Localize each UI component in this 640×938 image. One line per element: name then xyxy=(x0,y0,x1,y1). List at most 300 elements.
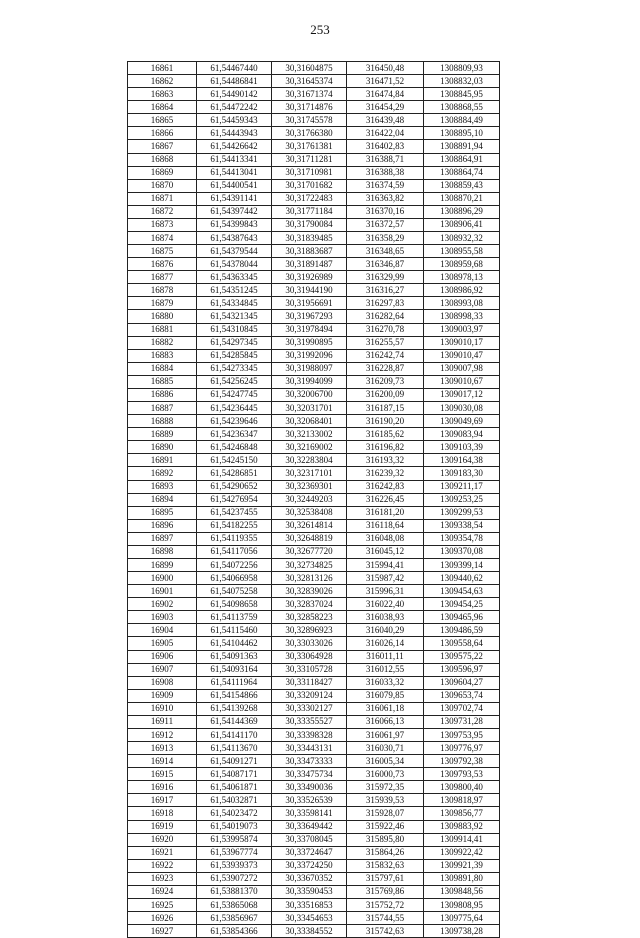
latitude-cell: 61,54443943 xyxy=(197,127,272,140)
latitude-cell: 61,54459343 xyxy=(197,114,272,127)
y-coordinate-cell: 1309454,25 xyxy=(424,598,500,611)
longitude-cell: 30,33526539 xyxy=(272,794,347,807)
longitude-cell: 30,31956691 xyxy=(272,297,347,310)
table-row xyxy=(128,885,500,898)
point-number-cell: 16865 xyxy=(128,114,197,127)
x-coordinate-cell: 316012,55 xyxy=(347,663,424,676)
longitude-cell: 30,33398328 xyxy=(272,728,347,741)
x-coordinate-cell: 315972,35 xyxy=(347,781,424,794)
latitude-cell: 61,54391141 xyxy=(197,192,272,205)
longitude-cell: 30,33473333 xyxy=(272,755,347,768)
latitude-cell: 61,54061871 xyxy=(197,781,272,794)
latitude-cell: 61,54246848 xyxy=(197,441,272,454)
point-number-cell: 16873 xyxy=(128,218,197,231)
table-row xyxy=(128,127,500,140)
table-row xyxy=(128,532,500,545)
table-row xyxy=(128,506,500,519)
latitude-cell: 61,54276954 xyxy=(197,493,272,506)
x-coordinate-cell: 316282,64 xyxy=(347,310,424,323)
table-row xyxy=(128,467,500,480)
longitude-cell: 30,33302127 xyxy=(272,702,347,715)
page-number: 253 xyxy=(310,22,330,37)
latitude-cell: 61,54256245 xyxy=(197,375,272,388)
latitude-cell: 61,54072256 xyxy=(197,558,272,571)
latitude-cell: 61,54139268 xyxy=(197,702,272,715)
point-number-cell: 16906 xyxy=(128,650,197,663)
longitude-cell: 30,31967293 xyxy=(272,310,347,323)
longitude-cell: 30,33598141 xyxy=(272,807,347,820)
y-coordinate-cell: 1308932,32 xyxy=(424,232,500,245)
point-number-cell: 16903 xyxy=(128,611,197,624)
latitude-cell: 61,53967774 xyxy=(197,846,272,859)
x-coordinate-cell: 315996,31 xyxy=(347,585,424,598)
point-number-cell: 16919 xyxy=(128,820,197,833)
point-number-cell: 16910 xyxy=(128,702,197,715)
y-coordinate-cell: 1309299,53 xyxy=(424,506,500,519)
table-row xyxy=(128,192,500,205)
latitude-cell: 61,54093164 xyxy=(197,663,272,676)
x-coordinate-cell: 316181,20 xyxy=(347,506,424,519)
longitude-cell: 30,33118427 xyxy=(272,676,347,689)
y-coordinate-cell: 1309883,92 xyxy=(424,820,500,833)
x-coordinate-cell: 315994,41 xyxy=(347,558,424,571)
x-coordinate-cell: 316422,04 xyxy=(347,127,424,140)
longitude-cell: 30,31944190 xyxy=(272,284,347,297)
longitude-cell: 30,32169002 xyxy=(272,441,347,454)
latitude-cell: 61,54297345 xyxy=(197,336,272,349)
latitude-cell: 61,54182255 xyxy=(197,519,272,532)
y-coordinate-cell: 1308870,21 xyxy=(424,192,500,205)
latitude-cell: 61,54239646 xyxy=(197,415,272,428)
longitude-cell: 30,31645374 xyxy=(272,75,347,88)
table-row xyxy=(128,349,500,362)
longitude-cell: 30,31883687 xyxy=(272,245,347,258)
y-coordinate-cell: 1309253,25 xyxy=(424,493,500,506)
table-row xyxy=(128,611,500,624)
x-coordinate-cell: 315797,61 xyxy=(347,872,424,885)
longitude-cell: 30,32896923 xyxy=(272,624,347,637)
table-row xyxy=(128,519,500,532)
point-number-cell: 16915 xyxy=(128,768,197,781)
y-coordinate-cell: 1309848,56 xyxy=(424,885,500,898)
x-coordinate-cell: 316228,87 xyxy=(347,362,424,375)
longitude-cell: 30,31671374 xyxy=(272,88,347,101)
table-row xyxy=(128,441,500,454)
longitude-cell: 30,31978494 xyxy=(272,323,347,336)
latitude-cell: 61,54091363 xyxy=(197,650,272,663)
y-coordinate-cell: 1309017,12 xyxy=(424,388,500,401)
latitude-cell: 61,54387643 xyxy=(197,232,272,245)
point-number-cell: 16861 xyxy=(128,62,197,75)
point-number-cell: 16879 xyxy=(128,297,197,310)
table-row xyxy=(128,245,500,258)
y-coordinate-cell: 1309891,80 xyxy=(424,872,500,885)
x-coordinate-cell: 315864,26 xyxy=(347,846,424,859)
latitude-cell: 61,54144369 xyxy=(197,715,272,728)
latitude-cell: 61,54413341 xyxy=(197,153,272,166)
point-number-cell: 16869 xyxy=(128,166,197,179)
x-coordinate-cell: 316026,14 xyxy=(347,637,424,650)
point-number-cell: 16921 xyxy=(128,846,197,859)
latitude-cell: 61,54066958 xyxy=(197,572,272,585)
x-coordinate-cell: 316388,38 xyxy=(347,166,424,179)
point-number-cell: 16877 xyxy=(128,271,197,284)
point-number-cell: 16878 xyxy=(128,284,197,297)
table-row xyxy=(128,676,500,689)
x-coordinate-cell: 315928,07 xyxy=(347,807,424,820)
point-number-cell: 16885 xyxy=(128,375,197,388)
x-coordinate-cell: 316370,16 xyxy=(347,205,424,218)
point-number-cell: 16914 xyxy=(128,755,197,768)
x-coordinate-cell: 315832,63 xyxy=(347,859,424,872)
x-coordinate-cell: 316030,71 xyxy=(347,742,424,755)
point-number-cell: 16922 xyxy=(128,859,197,872)
point-number-cell: 16923 xyxy=(128,872,197,885)
x-coordinate-cell: 316022,40 xyxy=(347,598,424,611)
x-coordinate-cell: 316474,84 xyxy=(347,88,424,101)
table-row xyxy=(128,88,500,101)
longitude-cell: 30,32068401 xyxy=(272,415,347,428)
longitude-cell: 30,33033026 xyxy=(272,637,347,650)
longitude-cell: 30,32839026 xyxy=(272,585,347,598)
table-row xyxy=(128,755,500,768)
y-coordinate-cell: 1309486,59 xyxy=(424,624,500,637)
x-coordinate-cell: 316454,29 xyxy=(347,101,424,114)
longitude-cell: 30,31745578 xyxy=(272,114,347,127)
y-coordinate-cell: 1309338,54 xyxy=(424,519,500,532)
x-coordinate-cell: 316200,09 xyxy=(347,388,424,401)
point-number-cell: 16889 xyxy=(128,428,197,441)
longitude-cell: 30,33516853 xyxy=(272,899,347,912)
longitude-cell: 30,33649442 xyxy=(272,820,347,833)
longitude-cell: 30,33724647 xyxy=(272,846,347,859)
table-row xyxy=(128,297,500,310)
point-number-cell: 16905 xyxy=(128,637,197,650)
y-coordinate-cell: 1308895,10 xyxy=(424,127,500,140)
y-coordinate-cell: 1309653,74 xyxy=(424,689,500,702)
point-number-cell: 16883 xyxy=(128,349,197,362)
point-number-cell: 16897 xyxy=(128,532,197,545)
y-coordinate-cell: 1309596,97 xyxy=(424,663,500,676)
table-row xyxy=(128,166,500,179)
latitude-cell: 61,54236347 xyxy=(197,428,272,441)
latitude-cell: 61,54334845 xyxy=(197,297,272,310)
longitude-cell: 30,31992096 xyxy=(272,349,347,362)
y-coordinate-cell: 1309800,40 xyxy=(424,781,500,794)
table-row xyxy=(128,859,500,872)
y-coordinate-cell: 1309354,78 xyxy=(424,532,500,545)
longitude-cell: 30,31604875 xyxy=(272,62,347,75)
table-row xyxy=(128,663,500,676)
x-coordinate-cell: 315769,86 xyxy=(347,885,424,898)
latitude-cell: 61,54032871 xyxy=(197,794,272,807)
longitude-cell: 30,31988097 xyxy=(272,362,347,375)
table-row xyxy=(128,794,500,807)
point-number-cell: 16916 xyxy=(128,781,197,794)
longitude-cell: 30,33443131 xyxy=(272,742,347,755)
y-coordinate-cell: 1308955,58 xyxy=(424,245,500,258)
longitude-cell: 30,32614814 xyxy=(272,519,347,532)
y-coordinate-cell: 1308864,74 xyxy=(424,166,500,179)
x-coordinate-cell: 316066,13 xyxy=(347,715,424,728)
latitude-cell: 61,54154866 xyxy=(197,689,272,702)
latitude-cell: 61,54117056 xyxy=(197,545,272,558)
longitude-cell: 30,32006700 xyxy=(272,388,347,401)
y-coordinate-cell: 1308809,93 xyxy=(424,62,500,75)
y-coordinate-cell: 1309818,97 xyxy=(424,794,500,807)
y-coordinate-cell: 1309010,47 xyxy=(424,349,500,362)
x-coordinate-cell: 316242,74 xyxy=(347,349,424,362)
point-number-cell: 16917 xyxy=(128,794,197,807)
latitude-cell: 61,54363345 xyxy=(197,271,272,284)
table-row xyxy=(128,101,500,114)
latitude-cell: 61,54467440 xyxy=(197,62,272,75)
longitude-cell: 30,32538408 xyxy=(272,506,347,519)
x-coordinate-cell: 316000,73 xyxy=(347,768,424,781)
point-number-cell: 16893 xyxy=(128,480,197,493)
point-number-cell: 16867 xyxy=(128,140,197,153)
x-coordinate-cell: 315922,46 xyxy=(347,820,424,833)
x-coordinate-cell: 316033,32 xyxy=(347,676,424,689)
x-coordinate-cell: 316363,82 xyxy=(347,192,424,205)
latitude-cell: 61,54113759 xyxy=(197,611,272,624)
longitude-cell: 30,31891487 xyxy=(272,258,347,271)
y-coordinate-cell: 1309003,97 xyxy=(424,323,500,336)
latitude-cell: 61,53865068 xyxy=(197,899,272,912)
y-coordinate-cell: 1309370,08 xyxy=(424,545,500,558)
table-row xyxy=(128,598,500,611)
table-row xyxy=(128,336,500,349)
latitude-cell: 61,54400541 xyxy=(197,179,272,192)
x-coordinate-cell: 316011,11 xyxy=(347,650,424,663)
table-row xyxy=(128,715,500,728)
x-coordinate-cell: 316061,97 xyxy=(347,728,424,741)
longitude-cell: 30,31994099 xyxy=(272,375,347,388)
latitude-cell: 61,54075258 xyxy=(197,585,272,598)
point-number-cell: 16908 xyxy=(128,676,197,689)
table-row xyxy=(128,271,500,284)
table-row xyxy=(128,140,500,153)
latitude-cell: 61,54399843 xyxy=(197,218,272,231)
y-coordinate-cell: 1309575,22 xyxy=(424,650,500,663)
latitude-cell: 61,54237455 xyxy=(197,506,272,519)
point-number-cell: 16882 xyxy=(128,336,197,349)
point-number-cell: 16911 xyxy=(128,715,197,728)
latitude-cell: 61,54351245 xyxy=(197,284,272,297)
y-coordinate-cell: 1309776,97 xyxy=(424,742,500,755)
x-coordinate-cell: 316242,83 xyxy=(347,480,424,493)
point-number-cell: 16871 xyxy=(128,192,197,205)
y-coordinate-cell: 1309030,08 xyxy=(424,402,500,415)
y-coordinate-cell: 1309775,64 xyxy=(424,912,500,925)
point-number-cell: 16881 xyxy=(128,323,197,336)
point-number-cell: 16907 xyxy=(128,663,197,676)
table-row xyxy=(128,899,500,912)
x-coordinate-cell: 316190,20 xyxy=(347,415,424,428)
latitude-cell: 61,54286851 xyxy=(197,467,272,480)
latitude-cell: 61,54321345 xyxy=(197,310,272,323)
table-row xyxy=(128,362,500,375)
longitude-cell: 30,33454653 xyxy=(272,912,347,925)
y-coordinate-cell: 1309183,30 xyxy=(424,467,500,480)
point-number-cell: 16894 xyxy=(128,493,197,506)
table-row xyxy=(128,153,500,166)
x-coordinate-cell: 316255,57 xyxy=(347,336,424,349)
y-coordinate-cell: 1309731,28 xyxy=(424,715,500,728)
table-row xyxy=(128,388,500,401)
latitude-cell: 61,54379544 xyxy=(197,245,272,258)
table-row xyxy=(128,624,500,637)
y-coordinate-cell: 1308845,95 xyxy=(424,88,500,101)
longitude-cell: 30,32283804 xyxy=(272,454,347,467)
latitude-cell: 61,54290652 xyxy=(197,480,272,493)
y-coordinate-cell: 1309049,69 xyxy=(424,415,500,428)
latitude-cell: 61,54119355 xyxy=(197,532,272,545)
point-number-cell: 16870 xyxy=(128,179,197,192)
x-coordinate-cell: 316329,99 xyxy=(347,271,424,284)
y-coordinate-cell: 1309604,27 xyxy=(424,676,500,689)
y-coordinate-cell: 1309856,77 xyxy=(424,807,500,820)
y-coordinate-cell: 1308978,13 xyxy=(424,271,500,284)
table-row xyxy=(128,650,500,663)
x-coordinate-cell: 316045,12 xyxy=(347,545,424,558)
latitude-cell: 61,53995874 xyxy=(197,833,272,846)
table-row xyxy=(128,402,500,415)
y-coordinate-cell: 1309921,39 xyxy=(424,859,500,872)
x-coordinate-cell: 316348,65 xyxy=(347,245,424,258)
point-number-cell: 16913 xyxy=(128,742,197,755)
x-coordinate-cell: 316346,87 xyxy=(347,258,424,271)
x-coordinate-cell: 316372,57 xyxy=(347,218,424,231)
latitude-cell: 61,54472242 xyxy=(197,101,272,114)
longitude-cell: 30,31722483 xyxy=(272,192,347,205)
y-coordinate-cell: 1309702,74 xyxy=(424,702,500,715)
point-number-cell: 16864 xyxy=(128,101,197,114)
point-number-cell: 16887 xyxy=(128,402,197,415)
table-row xyxy=(128,323,500,336)
y-coordinate-cell: 1309753,95 xyxy=(424,728,500,741)
point-number-cell: 16891 xyxy=(128,454,197,467)
table-row xyxy=(128,258,500,271)
table-row xyxy=(128,912,500,925)
longitude-cell: 30,33384552 xyxy=(272,925,347,938)
latitude-cell: 61,53881370 xyxy=(197,885,272,898)
point-number-cell: 16876 xyxy=(128,258,197,271)
point-number-cell: 16909 xyxy=(128,689,197,702)
point-number-cell: 16899 xyxy=(128,558,197,571)
latitude-cell: 61,54397442 xyxy=(197,205,272,218)
x-coordinate-cell: 316005,34 xyxy=(347,755,424,768)
table-row xyxy=(128,728,500,741)
point-number-cell: 16902 xyxy=(128,598,197,611)
latitude-cell: 61,54490142 xyxy=(197,88,272,101)
latitude-cell: 61,54310845 xyxy=(197,323,272,336)
x-coordinate-cell: 316040,29 xyxy=(347,624,424,637)
x-coordinate-cell: 316038,93 xyxy=(347,611,424,624)
longitude-cell: 30,32317101 xyxy=(272,467,347,480)
y-coordinate-cell: 1309793,53 xyxy=(424,768,500,781)
point-number-cell: 16927 xyxy=(128,925,197,938)
x-coordinate-cell: 316193,32 xyxy=(347,454,424,467)
point-number-cell: 16924 xyxy=(128,885,197,898)
latitude-cell: 61,54111964 xyxy=(197,676,272,689)
latitude-cell: 61,54236445 xyxy=(197,402,272,415)
longitude-cell: 30,31766380 xyxy=(272,127,347,140)
point-number-cell: 16900 xyxy=(128,572,197,585)
table-row xyxy=(128,310,500,323)
latitude-cell: 61,54426642 xyxy=(197,140,272,153)
table-row xyxy=(128,820,500,833)
table-row xyxy=(128,232,500,245)
x-coordinate-cell: 316388,71 xyxy=(347,153,424,166)
table-row xyxy=(128,781,500,794)
longitude-cell: 30,31771184 xyxy=(272,205,347,218)
longitude-cell: 30,32449203 xyxy=(272,493,347,506)
point-number-cell: 16925 xyxy=(128,899,197,912)
longitude-cell: 30,32734825 xyxy=(272,558,347,571)
longitude-cell: 30,31790084 xyxy=(272,218,347,231)
point-number-cell: 16868 xyxy=(128,153,197,166)
x-coordinate-cell: 316118,64 xyxy=(347,519,424,532)
y-coordinate-cell: 1309010,67 xyxy=(424,375,500,388)
point-number-cell: 16890 xyxy=(128,441,197,454)
y-coordinate-cell: 1309010,17 xyxy=(424,336,500,349)
y-coordinate-cell: 1308993,08 xyxy=(424,297,500,310)
table-row xyxy=(128,375,500,388)
table-row xyxy=(128,62,500,75)
y-coordinate-cell: 1308832,03 xyxy=(424,75,500,88)
x-coordinate-cell: 316239,32 xyxy=(347,467,424,480)
latitude-cell: 61,54115460 xyxy=(197,624,272,637)
latitude-cell: 61,54378044 xyxy=(197,258,272,271)
x-coordinate-cell: 316471,52 xyxy=(347,75,424,88)
table-row xyxy=(128,454,500,467)
y-coordinate-cell: 1309738,28 xyxy=(424,925,500,938)
y-coordinate-cell: 1309914,41 xyxy=(424,833,500,846)
table-row xyxy=(128,284,500,297)
latitude-cell: 61,53854366 xyxy=(197,925,272,938)
y-coordinate-cell: 1309792,38 xyxy=(424,755,500,768)
x-coordinate-cell: 316316,27 xyxy=(347,284,424,297)
longitude-cell: 30,32858223 xyxy=(272,611,347,624)
latitude-cell: 61,54486841 xyxy=(197,75,272,88)
latitude-cell: 61,54087171 xyxy=(197,768,272,781)
y-coordinate-cell: 1309164,38 xyxy=(424,454,500,467)
x-coordinate-cell: 316358,29 xyxy=(347,232,424,245)
x-coordinate-cell: 315939,53 xyxy=(347,794,424,807)
table-row xyxy=(128,428,500,441)
table-row xyxy=(128,493,500,506)
table-row xyxy=(128,807,500,820)
point-number-cell: 16862 xyxy=(128,75,197,88)
point-number-cell: 16926 xyxy=(128,912,197,925)
point-number-cell: 16886 xyxy=(128,388,197,401)
x-coordinate-cell: 315752,72 xyxy=(347,899,424,912)
table-row xyxy=(128,872,500,885)
table-row xyxy=(128,572,500,585)
longitude-cell: 30,31990895 xyxy=(272,336,347,349)
y-coordinate-cell: 1308868,55 xyxy=(424,101,500,114)
latitude-cell: 61,54245150 xyxy=(197,454,272,467)
y-coordinate-cell: 1309558,64 xyxy=(424,637,500,650)
latitude-cell: 61,54113670 xyxy=(197,742,272,755)
longitude-cell: 30,33209124 xyxy=(272,689,347,702)
x-coordinate-cell: 316048,08 xyxy=(347,532,424,545)
longitude-cell: 30,31926989 xyxy=(272,271,347,284)
table-row xyxy=(128,545,500,558)
x-coordinate-cell: 316439,48 xyxy=(347,114,424,127)
table-row xyxy=(128,480,500,493)
